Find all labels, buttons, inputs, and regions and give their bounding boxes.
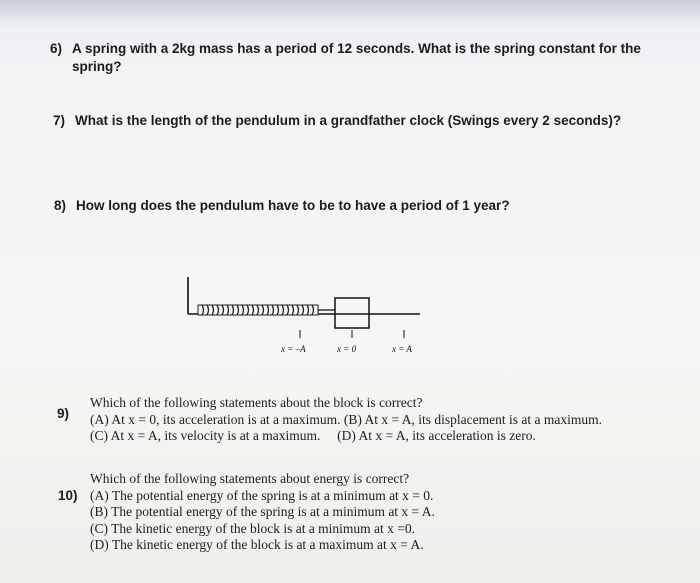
question-number: 7) [53, 113, 66, 128]
label-x-pos-a: x = A [392, 344, 412, 354]
question-8 [54, 197, 674, 217]
question-10-number: 10) [58, 488, 78, 503]
option-c: (C) The kinetic energy of the block is at a minimum at x =0. [90, 520, 416, 536]
question-9 [90, 395, 690, 445]
question-number: 8) [54, 198, 67, 213]
question-number: 6) [50, 41, 63, 56]
question-6 [50, 40, 670, 80]
question-9-options-ab: (A) At x = 0, its acceleration is at a maximum. (B) At x = A, its displacement is at a maximum. [90, 411, 603, 427]
label-x-neg-a: x = –A [281, 344, 306, 354]
question-7 [53, 112, 673, 132]
option-b: (B) The potential energy of the spring is at a minimum at x = A. [90, 504, 435, 519]
question-10 [90, 471, 690, 554]
question-text: What is the length of the pendulum in a grandfather clock (Swings every 2 seconds)? [75, 113, 622, 128]
option-d: (D) The kinetic energy of the block is at a maximum at x = A. [90, 537, 424, 552]
spring-block-figure [180, 272, 430, 367]
label-x-zero: x = 0 [337, 344, 357, 354]
question-text-line2: spring? [72, 59, 122, 74]
top-shadow-band [0, 0, 700, 26]
question-text-line1: A spring with a 2kg mass has a period of 12 seconds. What is the spring constant for the [72, 41, 641, 56]
question-9-prompt: Which of the following statements about the block is correct? [90, 395, 423, 410]
option-c: (C) At x = A, its velocity is at a maximum. [90, 428, 321, 443]
question-9-options-cd [90, 428, 690, 445]
option-d: (D) At x = A, its acceleration is zero. [337, 428, 536, 443]
block [335, 298, 369, 328]
question-text: How long does the pendulum have to be to have a period of 1 year? [76, 198, 510, 213]
question-9-number: 9) [57, 406, 70, 421]
question-10-prompt: Which of the following statements about energy is correct? [90, 471, 410, 486]
option-a: (A) The potential energy of the spring is at a minimum at x = 0. [90, 487, 434, 503]
